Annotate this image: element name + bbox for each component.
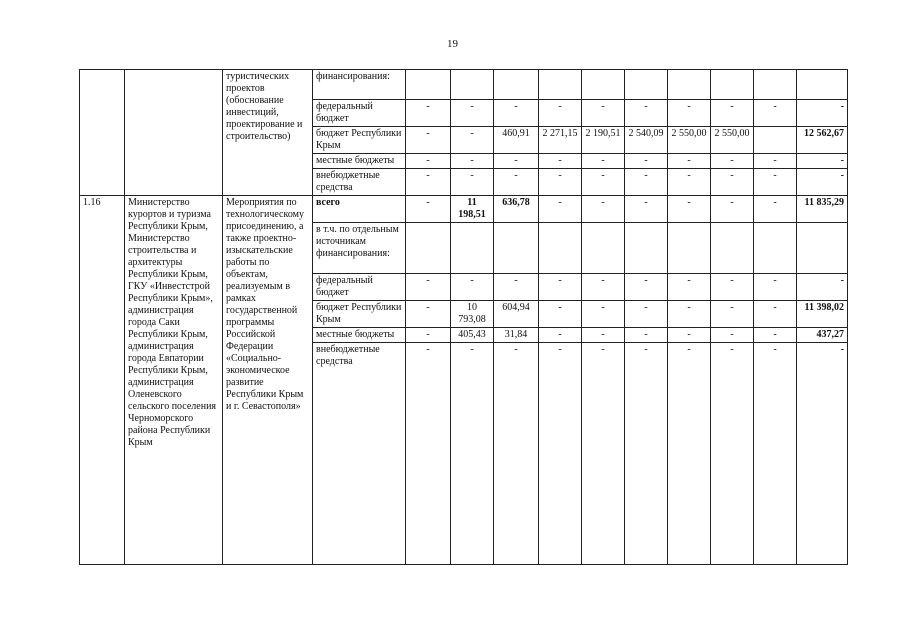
table-row — [80, 70, 848, 100]
value-cell — [406, 223, 451, 274]
value-cell: - — [625, 154, 668, 169]
value-cell: - — [711, 100, 754, 127]
budget-table — [79, 69, 848, 565]
value-cell: - — [625, 343, 668, 565]
executor-cell: Министерство курортов и туризма Республики Крым, Министерство строительства и архитектуры Республики Крым, ГКУ «Инвестстрой Республики Крым», администрация города Саки Республики Крым, администрация города Евпатории Республики Крым, администрация Оленевского сельского поселения Черноморского района Республики Крым — [125, 196, 223, 565]
source-label: местные бюджеты — [313, 328, 406, 343]
number-cell: 1.16 — [80, 196, 125, 565]
value-cell: - — [406, 169, 451, 196]
value-cell: - — [451, 154, 494, 169]
value-cell: - — [754, 100, 797, 127]
value-cell — [754, 127, 797, 154]
value-cell — [625, 223, 668, 274]
value-cell — [711, 223, 754, 274]
value-cell: - — [406, 127, 451, 154]
value-cell: 2 550,00 — [668, 127, 711, 154]
value-cell: - — [711, 196, 754, 223]
total-cell: - — [797, 343, 848, 565]
value-cell: - — [406, 343, 451, 565]
value-cell: - — [539, 343, 582, 565]
total-cell: - — [797, 154, 848, 169]
value-cell: - — [539, 301, 582, 328]
value-cell: - — [668, 343, 711, 565]
value-cell: - — [539, 100, 582, 127]
total-cell — [797, 70, 848, 100]
value-cell: - — [625, 196, 668, 223]
value-cell: - — [754, 328, 797, 343]
value-cell: - — [494, 100, 539, 127]
value-cell: - — [668, 274, 711, 301]
value-cell: - — [668, 328, 711, 343]
source-label: федеральный бюджет — [313, 100, 406, 127]
value-cell: - — [711, 154, 754, 169]
value-cell: - — [582, 100, 625, 127]
total-cell: 11 835,29 — [797, 196, 848, 223]
value-cell: - — [582, 154, 625, 169]
value-cell: 604,94 — [494, 301, 539, 328]
value-cell: - — [668, 196, 711, 223]
value-cell: 2 540,09 — [625, 127, 668, 154]
source-label: внебюджетные средства — [313, 169, 406, 196]
value-cell: 405,43 — [451, 328, 494, 343]
value-cell: 636,78 — [494, 196, 539, 223]
value-cell — [668, 223, 711, 274]
value-cell — [711, 70, 754, 100]
value-cell — [494, 70, 539, 100]
source-label: финансирования: — [313, 70, 406, 100]
value-cell: - — [494, 274, 539, 301]
value-cell: 31,84 — [494, 328, 539, 343]
value-cell: - — [539, 196, 582, 223]
value-cell — [668, 70, 711, 100]
value-cell: - — [711, 169, 754, 196]
value-cell: - — [625, 328, 668, 343]
value-cell: - — [754, 154, 797, 169]
value-cell: - — [711, 343, 754, 565]
value-cell: - — [406, 274, 451, 301]
value-cell: - — [582, 343, 625, 565]
value-cell: - — [582, 274, 625, 301]
value-cell: - — [494, 169, 539, 196]
value-cell: - — [625, 301, 668, 328]
total-cell: - — [797, 169, 848, 196]
value-cell: - — [711, 274, 754, 301]
value-cell: - — [711, 301, 754, 328]
value-cell: - — [406, 328, 451, 343]
value-cell: - — [406, 301, 451, 328]
value-cell: - — [625, 274, 668, 301]
value-cell: - — [625, 169, 668, 196]
value-cell — [451, 223, 494, 274]
value-cell: 460,91 — [494, 127, 539, 154]
total-cell: 11 398,02 — [797, 301, 848, 328]
value-cell: - — [451, 169, 494, 196]
value-cell: - — [406, 196, 451, 223]
value-cell: - — [754, 301, 797, 328]
value-cell — [494, 223, 539, 274]
value-cell: - — [406, 100, 451, 127]
total-cell: 437,27 — [797, 328, 848, 343]
source-label: бюджет Республики Крым — [313, 127, 406, 154]
value-cell: - — [451, 274, 494, 301]
value-cell — [451, 70, 494, 100]
value-cell: - — [494, 343, 539, 565]
value-cell — [582, 223, 625, 274]
value-cell — [539, 223, 582, 274]
executor-cell — [125, 70, 223, 196]
source-label: внебюджетные средства — [313, 343, 406, 565]
page-number: 19 — [447, 38, 458, 50]
event-cell: туристических проектов (обоснование инвестиций, проектирование и строительство) — [223, 70, 313, 196]
total-cell: 12 562,67 — [797, 127, 848, 154]
value-cell: - — [754, 196, 797, 223]
value-cell: - — [582, 196, 625, 223]
value-cell: - — [754, 169, 797, 196]
total-cell — [797, 223, 848, 274]
source-label: федеральный бюджет — [313, 274, 406, 301]
value-cell: - — [754, 343, 797, 565]
value-cell: - — [754, 274, 797, 301]
value-cell: - — [539, 154, 582, 169]
table-row — [80, 196, 848, 223]
value-cell — [406, 70, 451, 100]
event-cell: Мероприятия по технологическому присоединению, а также проектно-изыскательские работы по объектам, реализуемым в рамках государственной программы Российской Федерации «Социально-экономическое развитие Республики Крым и г. Севастополя» — [223, 196, 313, 565]
value-cell: 2 190,51 — [582, 127, 625, 154]
value-cell: - — [668, 169, 711, 196]
value-cell: - — [451, 127, 494, 154]
value-cell: - — [539, 328, 582, 343]
value-cell — [754, 70, 797, 100]
value-cell: - — [494, 154, 539, 169]
value-cell — [754, 223, 797, 274]
number-cell — [80, 70, 125, 196]
value-cell: - — [668, 301, 711, 328]
value-cell: 11 198,51 — [451, 196, 494, 223]
value-cell: 2 550,00 — [711, 127, 754, 154]
source-label: всего — [313, 196, 406, 223]
value-cell: - — [539, 274, 582, 301]
source-label: в т.ч. по отдельным источникам финансирования: — [313, 223, 406, 274]
value-cell: - — [406, 154, 451, 169]
value-cell — [582, 70, 625, 100]
source-label: бюджет Республики Крым — [313, 301, 406, 328]
value-cell: - — [668, 100, 711, 127]
value-cell: - — [582, 169, 625, 196]
total-cell: - — [797, 274, 848, 301]
value-cell: - — [668, 154, 711, 169]
source-label: местные бюджеты — [313, 154, 406, 169]
total-cell: - — [797, 100, 848, 127]
value-cell — [539, 70, 582, 100]
value-cell: - — [451, 100, 494, 127]
value-cell: - — [451, 343, 494, 565]
value-cell: 10 793,08 — [451, 301, 494, 328]
value-cell — [625, 70, 668, 100]
value-cell: - — [539, 169, 582, 196]
value-cell: - — [582, 328, 625, 343]
value-cell: - — [625, 100, 668, 127]
value-cell: - — [582, 301, 625, 328]
value-cell: 2 271,15 — [539, 127, 582, 154]
value-cell: - — [711, 328, 754, 343]
